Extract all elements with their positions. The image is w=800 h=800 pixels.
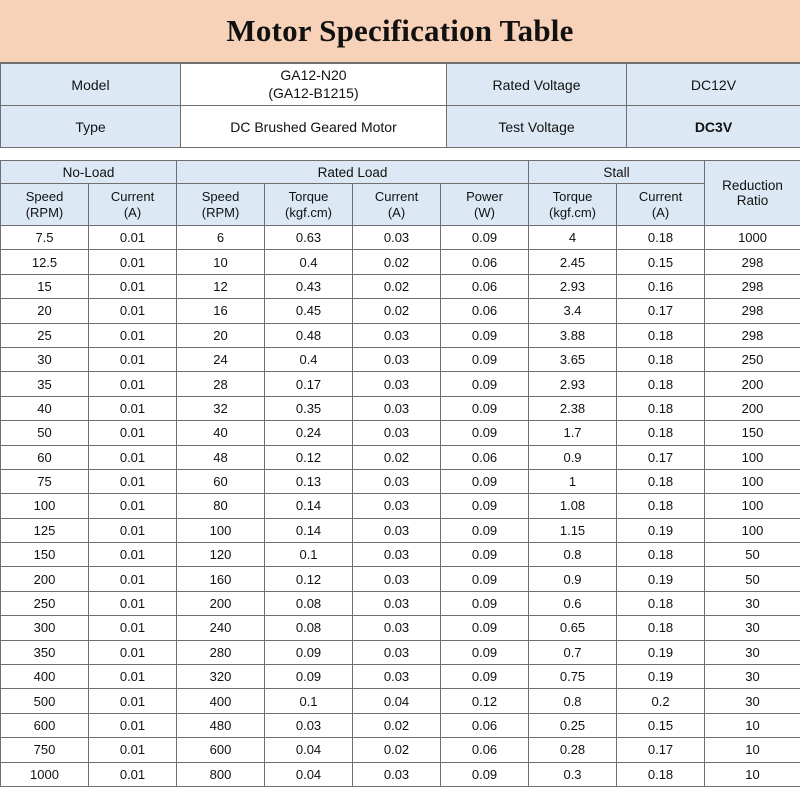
column-header-stall-torque-line1: Torque: [552, 188, 593, 204]
spec-label-rated-voltage: Rated Voltage: [447, 64, 627, 106]
table-cell: 0.03: [353, 762, 441, 786]
table-cell: 3.4: [529, 299, 617, 323]
table-cell: 800: [177, 762, 265, 786]
table-row: [1, 445, 800, 469]
column-header-stall-current-line2: (A): [651, 204, 670, 220]
table-cell: 298: [705, 274, 800, 298]
table-row: [1, 347, 800, 371]
table-cell: 0.45: [265, 299, 353, 323]
table-cell: 350: [1, 640, 89, 664]
table-cell: 0.12: [441, 689, 529, 713]
table-cell: 480: [177, 713, 265, 737]
table-cell: 250: [1, 591, 89, 615]
column-header-rated-speed: [177, 184, 265, 226]
table-cell: 10: [705, 762, 800, 786]
table-cell: 0.14: [265, 494, 353, 518]
table-cell: 0.48: [265, 323, 353, 347]
table-cell: 160: [177, 567, 265, 591]
table-cell: 0.18: [617, 323, 705, 347]
table-cell: 0.09: [441, 640, 529, 664]
page-title: Motor Specification Table: [226, 13, 574, 48]
table-cell: 7.5: [1, 226, 89, 250]
table-cell: 20: [1, 299, 89, 323]
table-cell: 0.16: [617, 274, 705, 298]
table-cell: 0.01: [89, 469, 177, 493]
table-cell: 0.8: [529, 543, 617, 567]
table-cell: 30: [705, 689, 800, 713]
table-cell: 25: [1, 323, 89, 347]
table-cell: 100: [705, 469, 800, 493]
table-cell: 120: [177, 543, 265, 567]
table-cell: 2.38: [529, 396, 617, 420]
table-cell: 0.2: [617, 689, 705, 713]
table-cell: 10: [705, 738, 800, 762]
spec-label-test-voltage: Test Voltage: [447, 106, 627, 148]
table-row: [1, 591, 800, 615]
table-cell: 0.17: [617, 299, 705, 323]
table-cell: 0.03: [353, 567, 441, 591]
table-cell: 150: [1, 543, 89, 567]
table-cell: 28: [177, 372, 265, 396]
table-cell: 1000: [705, 226, 800, 250]
table-cell: 0.09: [441, 469, 529, 493]
table-cell: 0.06: [441, 250, 529, 274]
table-cell: 0.01: [89, 518, 177, 542]
table-cell: 2.93: [529, 372, 617, 396]
table-cell: 0.02: [353, 250, 441, 274]
table-cell: 0.09: [441, 396, 529, 420]
group-header-no-load: No-Load: [1, 161, 177, 184]
table-cell: 0.03: [353, 665, 441, 689]
table-row: [1, 299, 800, 323]
spec-value-type: DC Brushed Geared Motor: [181, 106, 447, 148]
table-cell: 0.03: [353, 372, 441, 396]
table-cell: 240: [177, 616, 265, 640]
table-cell: 50: [1, 421, 89, 445]
table-cell: 100: [705, 445, 800, 469]
table-cell: 40: [1, 396, 89, 420]
table-row: [1, 543, 800, 567]
table-cell: 0.03: [353, 518, 441, 542]
table-cell: 0.09: [441, 494, 529, 518]
column-header-stall-torque: [529, 184, 617, 226]
table-cell: 0.19: [617, 665, 705, 689]
table-row: [1, 567, 800, 591]
table-cell: 0.01: [89, 226, 177, 250]
table-cell: 0.06: [441, 274, 529, 298]
table-cell: 0.01: [89, 250, 177, 274]
table-cell: 0.08: [265, 591, 353, 615]
table-cell: 0.09: [441, 226, 529, 250]
table-cell: 0.18: [617, 469, 705, 493]
table-cell: 150: [705, 421, 800, 445]
table-cell: 0.9: [529, 567, 617, 591]
table-cell: 60: [1, 445, 89, 469]
table-cell: 0.12: [265, 445, 353, 469]
table-cell: 125: [1, 518, 89, 542]
spec-label-model: Model: [1, 64, 181, 106]
table-cell: 0.03: [353, 347, 441, 371]
column-header-rated-power: [441, 184, 529, 226]
table-row: [1, 323, 800, 347]
table-row: [1, 640, 800, 664]
table-cell: 400: [177, 689, 265, 713]
table-cell: 0.01: [89, 738, 177, 762]
table-subheader-row: [1, 184, 800, 226]
table-cell: 1.7: [529, 421, 617, 445]
table-cell: 2.93: [529, 274, 617, 298]
table-row: [1, 250, 800, 274]
table-cell: 0.17: [617, 738, 705, 762]
table-cell: 0.03: [353, 421, 441, 445]
table-cell: 2.45: [529, 250, 617, 274]
table-cell: 0.03: [353, 226, 441, 250]
table-cell: 30: [705, 665, 800, 689]
table-row: [1, 274, 800, 298]
table-cell: 0.09: [441, 616, 529, 640]
column-header-reduction-ratio-line2: Ratio: [736, 193, 769, 208]
table-cell: 0.03: [353, 640, 441, 664]
table-cell: 0.15: [617, 250, 705, 274]
table-cell: 0.02: [353, 713, 441, 737]
column-header-rated-torque-line2: (kgf.cm): [285, 204, 332, 220]
table-row: [1, 713, 800, 737]
table-cell: 0.65: [529, 616, 617, 640]
table-cell: 0.18: [617, 347, 705, 371]
table-cell: 100: [705, 518, 800, 542]
column-header-rated-power-line2: (W): [474, 204, 495, 220]
table-cell: 24: [177, 347, 265, 371]
table-cell: 0.43: [265, 274, 353, 298]
column-header-noload-current-line2: (A): [123, 204, 142, 220]
table-cell: 6: [177, 226, 265, 250]
column-header-noload-current: [89, 184, 177, 226]
table-cell: 0.02: [353, 299, 441, 323]
table-cell: 0.01: [89, 762, 177, 786]
column-header-reduction-ratio: [705, 161, 800, 226]
table-cell: 750: [1, 738, 89, 762]
table-cell: 0.02: [353, 738, 441, 762]
table-cell: 4: [529, 226, 617, 250]
table-cell: 0.03: [353, 616, 441, 640]
table-row: [1, 421, 800, 445]
table-cell: 0.18: [617, 226, 705, 250]
table-cell: 0.01: [89, 347, 177, 371]
table-cell: 0.01: [89, 421, 177, 445]
table-cell: 0.09: [441, 518, 529, 542]
table-cell: 16: [177, 299, 265, 323]
table-cell: 35: [1, 372, 89, 396]
table-cell: 100: [177, 518, 265, 542]
table-cell: 30: [705, 616, 800, 640]
table-cell: 0.19: [617, 567, 705, 591]
table-row: [1, 616, 800, 640]
table-cell: 0.06: [441, 713, 529, 737]
table-cell: 0.8: [529, 689, 617, 713]
table-cell: 0.7: [529, 640, 617, 664]
table-row: [1, 689, 800, 713]
table-cell: 400: [1, 665, 89, 689]
table-cell: 0.01: [89, 567, 177, 591]
table-cell: 0.02: [353, 445, 441, 469]
table-cell: 0.09: [441, 567, 529, 591]
table-cell: 0.06: [441, 445, 529, 469]
table-cell: 0.3: [529, 762, 617, 786]
title-bar: [0, 0, 800, 63]
table-cell: 200: [705, 396, 800, 420]
table-cell: 0.01: [89, 274, 177, 298]
table-cell: 3.88: [529, 323, 617, 347]
table-row: [1, 738, 800, 762]
table-cell: 0.01: [89, 445, 177, 469]
column-header-stall-current: [617, 184, 705, 226]
table-cell: 600: [1, 713, 89, 737]
table-cell: 0.18: [617, 396, 705, 420]
table-cell: 0.6: [529, 591, 617, 615]
table-cell: 0.01: [89, 323, 177, 347]
column-header-noload-speed-line2: (RPM): [25, 204, 64, 220]
table-cell: 0.01: [89, 494, 177, 518]
table-row: [1, 372, 800, 396]
table-cell: 10: [705, 713, 800, 737]
table-cell: 0.75: [529, 665, 617, 689]
table-cell: 75: [1, 469, 89, 493]
table-cell: 0.17: [265, 372, 353, 396]
table-cell: 0.03: [353, 323, 441, 347]
table-cell: 0.06: [441, 738, 529, 762]
table-cell: 320: [177, 665, 265, 689]
column-header-stall-torque-line2: (kgf.cm): [549, 204, 596, 220]
table-cell: 0.04: [265, 762, 353, 786]
table-cell: 50: [705, 567, 800, 591]
column-header-noload-speed: [1, 184, 89, 226]
table-cell: 40: [177, 421, 265, 445]
table-cell: 600: [177, 738, 265, 762]
table-cell: 0.18: [617, 543, 705, 567]
table-cell: 0.18: [617, 616, 705, 640]
table-cell: 0.09: [441, 665, 529, 689]
column-header-rated-speed-line2: (RPM): [201, 204, 240, 220]
table-cell: 0.25: [529, 713, 617, 737]
table-cell: 0.01: [89, 396, 177, 420]
table-cell: 0.09: [265, 640, 353, 664]
column-header-rated-torque: [265, 184, 353, 226]
column-header-noload-speed-line1: Speed: [25, 188, 64, 204]
table-cell: 30: [705, 640, 800, 664]
table-cell: 0.01: [89, 689, 177, 713]
table-row: [1, 64, 800, 106]
table-cell: 0.18: [617, 591, 705, 615]
table-cell: 298: [705, 323, 800, 347]
table-cell: 0.09: [441, 372, 529, 396]
table-row: [1, 762, 800, 786]
table-cell: 100: [1, 494, 89, 518]
specification-header-table: [0, 63, 800, 148]
table-cell: 3.65: [529, 347, 617, 371]
column-header-rated-torque-line1: Torque: [288, 188, 329, 204]
table-cell: 15: [1, 274, 89, 298]
column-header-noload-current-line1: Current: [110, 188, 155, 204]
table-cell: 1000: [1, 762, 89, 786]
table-cell: 0.13: [265, 469, 353, 493]
table-cell: 0.4: [265, 250, 353, 274]
table-cell: 1: [529, 469, 617, 493]
spec-label-type: Type: [1, 106, 181, 148]
column-header-rated-current-line2: (A): [387, 204, 406, 220]
table-cell: 0.04: [353, 689, 441, 713]
table-cell: 0.09: [441, 421, 529, 445]
table-row: [1, 518, 800, 542]
spec-value-model: [181, 64, 447, 106]
table-cell: 0.9: [529, 445, 617, 469]
spec-value-rated-voltage: DC12V: [627, 64, 800, 106]
column-header-rated-current-line1: Current: [374, 188, 419, 204]
table-cell: 0.35: [265, 396, 353, 420]
motor-data-table: [0, 160, 800, 787]
table-row: [1, 106, 800, 148]
table-cell: 200: [1, 567, 89, 591]
table-cell: 60: [177, 469, 265, 493]
table-cell: 0.03: [353, 494, 441, 518]
table-cell: 0.02: [353, 274, 441, 298]
table-cell: 0.28: [529, 738, 617, 762]
table-cell: 30: [1, 347, 89, 371]
table-body: [1, 226, 800, 787]
table-separator: [0, 148, 800, 160]
table-cell: 0.19: [617, 640, 705, 664]
table-row: [1, 396, 800, 420]
table-cell: 12.5: [1, 250, 89, 274]
table-cell: 80: [177, 494, 265, 518]
spec-value-model-line1: GA12-N20: [280, 67, 347, 83]
table-cell: 0.18: [617, 421, 705, 445]
column-header-rated-current: [353, 184, 441, 226]
table-cell: 0.14: [265, 518, 353, 542]
table-cell: 280: [177, 640, 265, 664]
column-header-rated-speed-line1: Speed: [201, 188, 240, 204]
table-cell: 0.01: [89, 299, 177, 323]
table-cell: 0.09: [441, 591, 529, 615]
table-row: [1, 665, 800, 689]
table-cell: 100: [705, 494, 800, 518]
table-cell: 0.01: [89, 543, 177, 567]
table-cell: 0.4: [265, 347, 353, 371]
table-cell: 0.17: [617, 445, 705, 469]
table-cell: 0.01: [89, 372, 177, 396]
table-cell: 30: [705, 591, 800, 615]
column-header-reduction-ratio-line1: Reduction: [722, 178, 783, 193]
table-cell: 1.08: [529, 494, 617, 518]
table-cell: 1.15: [529, 518, 617, 542]
table-cell: 200: [705, 372, 800, 396]
table-cell: 0.09: [265, 665, 353, 689]
table-row: [1, 469, 800, 493]
spec-value-model-line2: (GA12-B1215): [268, 84, 359, 101]
table-cell: 0.01: [89, 591, 177, 615]
table-cell: 0.03: [353, 469, 441, 493]
table-cell: 0.19: [617, 518, 705, 542]
table-cell: 0.15: [617, 713, 705, 737]
table-cell: 0.09: [441, 762, 529, 786]
table-cell: 48: [177, 445, 265, 469]
table-cell: 250: [705, 347, 800, 371]
table-cell: 0.09: [441, 347, 529, 371]
table-cell: 0.18: [617, 762, 705, 786]
table-cell: 0.04: [265, 738, 353, 762]
table-cell: 0.18: [617, 494, 705, 518]
table-cell: 0.1: [265, 543, 353, 567]
table-cell: 298: [705, 250, 800, 274]
table-cell: 298: [705, 299, 800, 323]
table-cell: 200: [177, 591, 265, 615]
table-cell: 0.08: [265, 616, 353, 640]
table-cell: 500: [1, 689, 89, 713]
table-cell: 10: [177, 250, 265, 274]
table-cell: 20: [177, 323, 265, 347]
table-cell: 0.03: [353, 396, 441, 420]
table-cell: 0.03: [265, 713, 353, 737]
table-cell: 0.18: [617, 372, 705, 396]
table-cell: 0.01: [89, 640, 177, 664]
column-header-rated-power-line1: Power: [466, 188, 503, 204]
table-cell: 0.12: [265, 567, 353, 591]
group-header-rated-load: Rated Load: [177, 161, 529, 184]
table-cell: 0.09: [441, 543, 529, 567]
table-cell: 0.01: [89, 665, 177, 689]
spec-value-test-voltage: DC3V: [627, 106, 800, 148]
table-cell: 0.01: [89, 616, 177, 640]
table-cell: 32: [177, 396, 265, 420]
table-cell: 0.09: [441, 323, 529, 347]
table-cell: 0.03: [353, 543, 441, 567]
table-head: [1, 161, 800, 226]
table-row: [1, 226, 800, 250]
table-cell: 12: [177, 274, 265, 298]
table-row: [1, 494, 800, 518]
table-cell: 0.63: [265, 226, 353, 250]
table-cell: 50: [705, 543, 800, 567]
table-cell: 0.24: [265, 421, 353, 445]
table-cell: 0.06: [441, 299, 529, 323]
table-group-header-row: [1, 161, 800, 184]
column-header-stall-current-line1: Current: [638, 188, 683, 204]
table-cell: 300: [1, 616, 89, 640]
table-cell: 0.03: [353, 591, 441, 615]
table-cell: 0.1: [265, 689, 353, 713]
group-header-stall: Stall: [529, 161, 705, 184]
table-cell: 0.01: [89, 713, 177, 737]
